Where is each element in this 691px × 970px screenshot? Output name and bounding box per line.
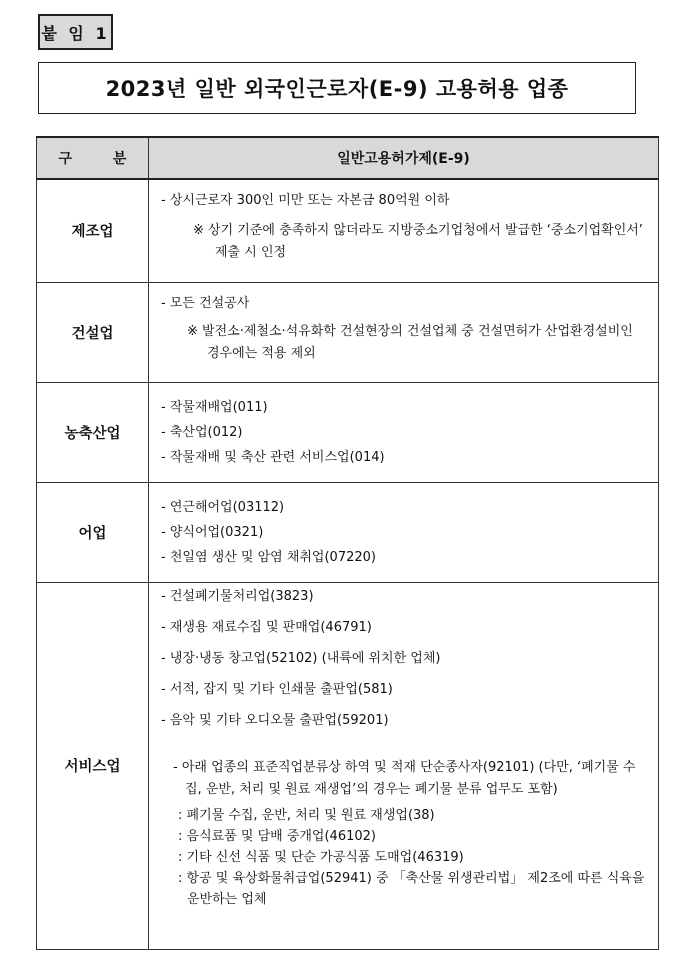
list-item: - 양식어업(0321) <box>161 524 264 540</box>
header-category: 구 분 <box>37 137 149 179</box>
category-cell: 농축산업 <box>37 382 149 482</box>
page-title: 2023년 일반 외국인근로자(E-9) 고용허용 업종 <box>38 62 636 114</box>
list-item: - 건설폐기물처리업(3823) <box>161 588 314 604</box>
table-header-row <box>37 137 659 179</box>
content-cell <box>149 582 659 949</box>
list-item: - 서적, 잡지 및 기타 인쇄물 출판업(581) <box>161 681 393 697</box>
content-cell <box>149 179 659 282</box>
table-row <box>37 282 659 382</box>
list-item: - 모든 건설공사 <box>161 295 250 311</box>
sub-item: : 기타 신선 식품 및 단순 가공식품 도매업(46319) <box>178 849 464 865</box>
sub-item: : 폐기물 수집, 운반, 처리 및 원료 재생업(38) <box>178 807 435 823</box>
content-cell <box>149 282 659 382</box>
attachment-label: 붙 임 1 <box>38 14 113 50</box>
table-row <box>37 179 659 282</box>
content-cell <box>149 382 659 482</box>
note-item: ※ 발전소·제철소·석유화학 건설현장의 건설업체 중 건설면허가 산업환경설비인 경우에는 적용 제외 <box>187 323 633 361</box>
industry-table <box>36 136 659 950</box>
list-item: - 작물재배 및 축산 관련 서비스업(014) <box>161 449 385 465</box>
category-cell: 건설업 <box>37 282 149 382</box>
note-item: ※ 상기 기준에 충족하지 않더라도 지방중소기업청에서 발급한 ‘중소기업확인서’ 제출 시 인정 <box>193 223 643 260</box>
list-item: - 음악 및 기타 오디오물 출판업(59201) <box>161 712 389 728</box>
table-row <box>37 382 659 482</box>
list-item: - 상시근로자 300인 미만 또는 자본금 80억원 이하 <box>161 193 450 208</box>
category-cell: 어업 <box>37 482 149 582</box>
header-content: 일반고용허가제(E-9) <box>149 137 659 179</box>
list-item: - 재생용 재료수집 및 판매업(46791) <box>161 619 372 635</box>
table-row <box>37 582 659 949</box>
list-item: - 냉장·냉동 창고업(52102) (내륙에 위치한 업체) <box>161 650 441 666</box>
category-cell: 서비스업 <box>37 582 149 949</box>
category-cell: 제조업 <box>37 179 149 282</box>
list-item: - 연근해어업(03112) <box>161 499 285 515</box>
list-item: - 축산업(012) <box>161 424 243 440</box>
list-item: - 아래 업종의 표준직업분류상 하역 및 적재 단순종사자(92101) (다만, ‘폐기물 수집, 운반, 처리 및 원료 재생업’의 경우는 폐기물 분류 업무도 포함) <box>173 759 636 797</box>
content-cell <box>149 482 659 582</box>
sub-item: : 항공 및 육상화물취급업(52941) 중 「축산물 위생관리법」 제2조에 따른 식육을 운반하는 업체 <box>178 870 645 907</box>
sub-item: : 음식료품 및 담배 중개업(46102) <box>178 828 376 844</box>
list-item: - 천일염 생산 및 암염 채취업(07220) <box>161 549 376 565</box>
table-row <box>37 482 659 582</box>
list-item: - 작물재배업(011) <box>161 399 268 415</box>
